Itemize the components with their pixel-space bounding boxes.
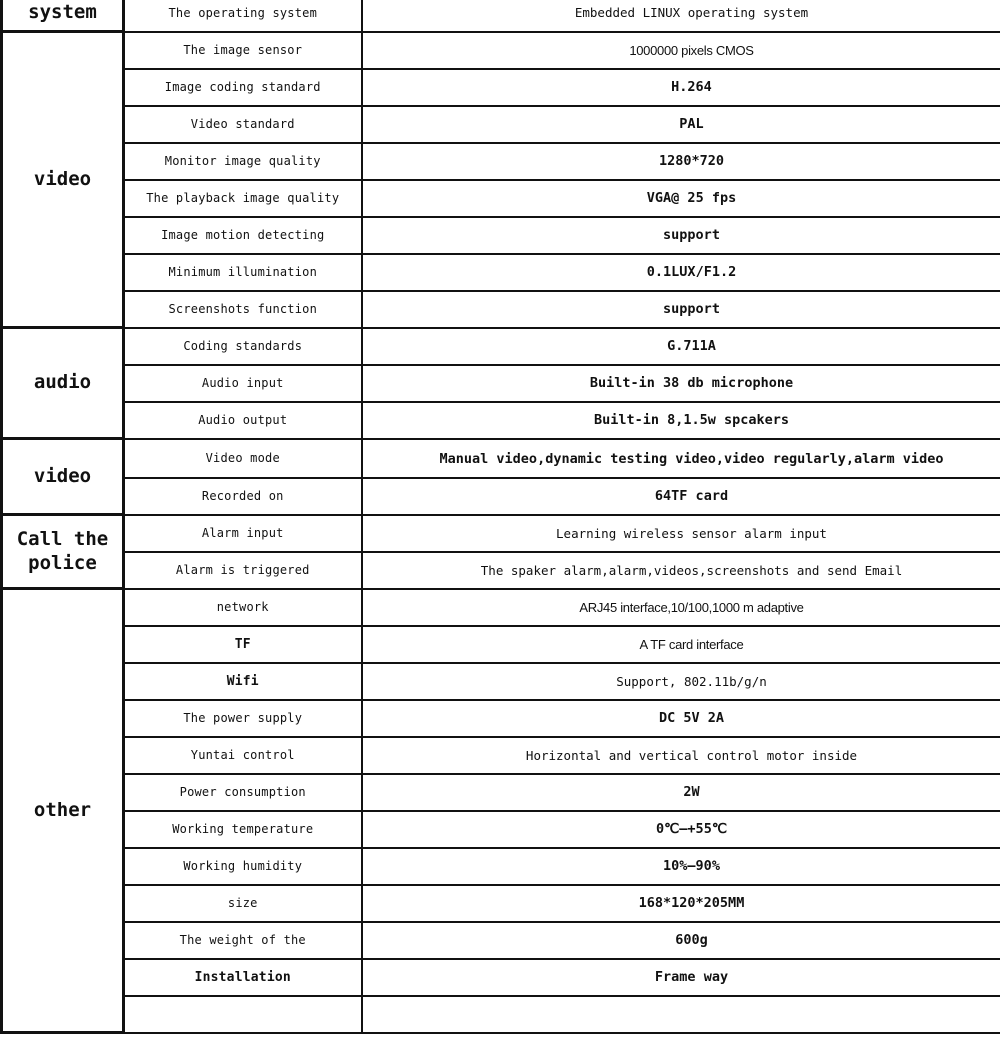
parameter-cell: Audio input xyxy=(124,365,362,402)
parameter-cell: Image coding standard xyxy=(124,69,362,106)
table-row xyxy=(2,700,1000,737)
table-row xyxy=(2,0,1000,32)
value-cell: 10%—90% xyxy=(362,848,1000,885)
parameter-cell: Working temperature xyxy=(124,811,362,848)
table-row xyxy=(2,254,1000,291)
value-cell: Horizontal and vertical control motor inside xyxy=(362,737,1000,774)
value-cell: ARJ45 interface,10/100,1000 m adaptive xyxy=(362,589,1000,626)
table-row xyxy=(2,774,1000,811)
table-row xyxy=(2,328,1000,365)
parameter-cell: The operating system xyxy=(124,0,362,32)
table-row xyxy=(2,69,1000,106)
value-cell: 168*120*205MM xyxy=(362,885,1000,922)
parameter-cell: Video mode xyxy=(124,439,362,478)
table-row xyxy=(2,402,1000,439)
value-cell: 64TF card xyxy=(362,478,1000,515)
parameter-cell: Minimum illumination xyxy=(124,254,362,291)
table-row xyxy=(2,922,1000,959)
parameter-cell: Video standard xyxy=(124,106,362,143)
value-cell: DC 5V 2A xyxy=(362,700,1000,737)
value-cell: 0℃—+55℃ xyxy=(362,811,1000,848)
value-cell: 1280*720 xyxy=(362,143,1000,180)
parameter-cell: The weight of the xyxy=(124,922,362,959)
table-row xyxy=(2,663,1000,700)
table-row xyxy=(2,885,1000,922)
spec-table-body xyxy=(2,0,1000,1033)
category-cell: system xyxy=(2,0,124,32)
parameter-cell: Alarm input xyxy=(124,515,362,552)
table-row xyxy=(2,439,1000,478)
parameter-cell: The playback image quality xyxy=(124,180,362,217)
value-cell: 1000000 pixels CMOS xyxy=(362,32,1000,69)
parameter-cell: Image motion detecting xyxy=(124,217,362,254)
value-cell: Support, 802.11b/g/n xyxy=(362,663,1000,700)
table-row xyxy=(2,626,1000,663)
value-cell: Built-in 8,1.5w spcakers xyxy=(362,402,1000,439)
value-cell: A TF card interface xyxy=(362,626,1000,663)
parameter-cell: TF xyxy=(124,626,362,663)
parameter-cell: The image sensor xyxy=(124,32,362,69)
table-row xyxy=(2,737,1000,774)
table-row xyxy=(2,478,1000,515)
category-cell: video xyxy=(2,439,124,515)
table-row xyxy=(2,106,1000,143)
value-cell: Frame way xyxy=(362,959,1000,996)
value-cell: PAL xyxy=(362,106,1000,143)
table-row xyxy=(2,180,1000,217)
table-row xyxy=(2,32,1000,69)
parameter-cell xyxy=(124,996,362,1033)
table-row xyxy=(2,589,1000,626)
parameter-cell: The power supply xyxy=(124,700,362,737)
parameter-cell: Audio output xyxy=(124,402,362,439)
value-cell: The spaker alarm,alarm,videos,screenshots and send Email xyxy=(362,552,1000,589)
table-row xyxy=(2,515,1000,552)
table-row xyxy=(2,552,1000,589)
parameter-cell: Power consumption xyxy=(124,774,362,811)
value-cell: support xyxy=(362,217,1000,254)
value-cell: Embedded LINUX operating system xyxy=(362,0,1000,32)
value-cell: 600g xyxy=(362,922,1000,959)
parameter-cell: Monitor image quality xyxy=(124,143,362,180)
table-row xyxy=(2,365,1000,402)
table-row xyxy=(2,996,1000,1033)
value-cell: VGA@ 25 fps xyxy=(362,180,1000,217)
value-cell: support xyxy=(362,291,1000,328)
category-cell: other xyxy=(2,589,124,1033)
parameter-cell: Installation xyxy=(124,959,362,996)
value-cell: Manual video,dynamic testing video,video regularly,alarm video xyxy=(362,439,1000,478)
parameter-cell: Working humidity xyxy=(124,848,362,885)
table-row xyxy=(2,811,1000,848)
parameter-cell: Recorded on xyxy=(124,478,362,515)
category-cell: video xyxy=(2,32,124,328)
parameter-cell: Yuntai control xyxy=(124,737,362,774)
parameter-cell: Alarm is triggered xyxy=(124,552,362,589)
table-row xyxy=(2,217,1000,254)
value-cell: 0.1LUX/F1.2 xyxy=(362,254,1000,291)
value-cell xyxy=(362,996,1000,1033)
value-cell: Learning wireless sensor alarm input xyxy=(362,515,1000,552)
table-row xyxy=(2,291,1000,328)
table-row xyxy=(2,848,1000,885)
value-cell: G.711A xyxy=(362,328,1000,365)
parameter-cell: network xyxy=(124,589,362,626)
parameter-cell: Coding standards xyxy=(124,328,362,365)
table-row xyxy=(2,959,1000,996)
value-cell: Built-in 38 db microphone xyxy=(362,365,1000,402)
value-cell: 2W xyxy=(362,774,1000,811)
value-cell: H.264 xyxy=(362,69,1000,106)
parameter-cell: Screenshots function xyxy=(124,291,362,328)
parameter-cell: Wifi xyxy=(124,663,362,700)
category-cell: Call the police xyxy=(2,515,124,589)
category-cell: audio xyxy=(2,328,124,439)
parameter-cell: size xyxy=(124,885,362,922)
table-row xyxy=(2,143,1000,180)
